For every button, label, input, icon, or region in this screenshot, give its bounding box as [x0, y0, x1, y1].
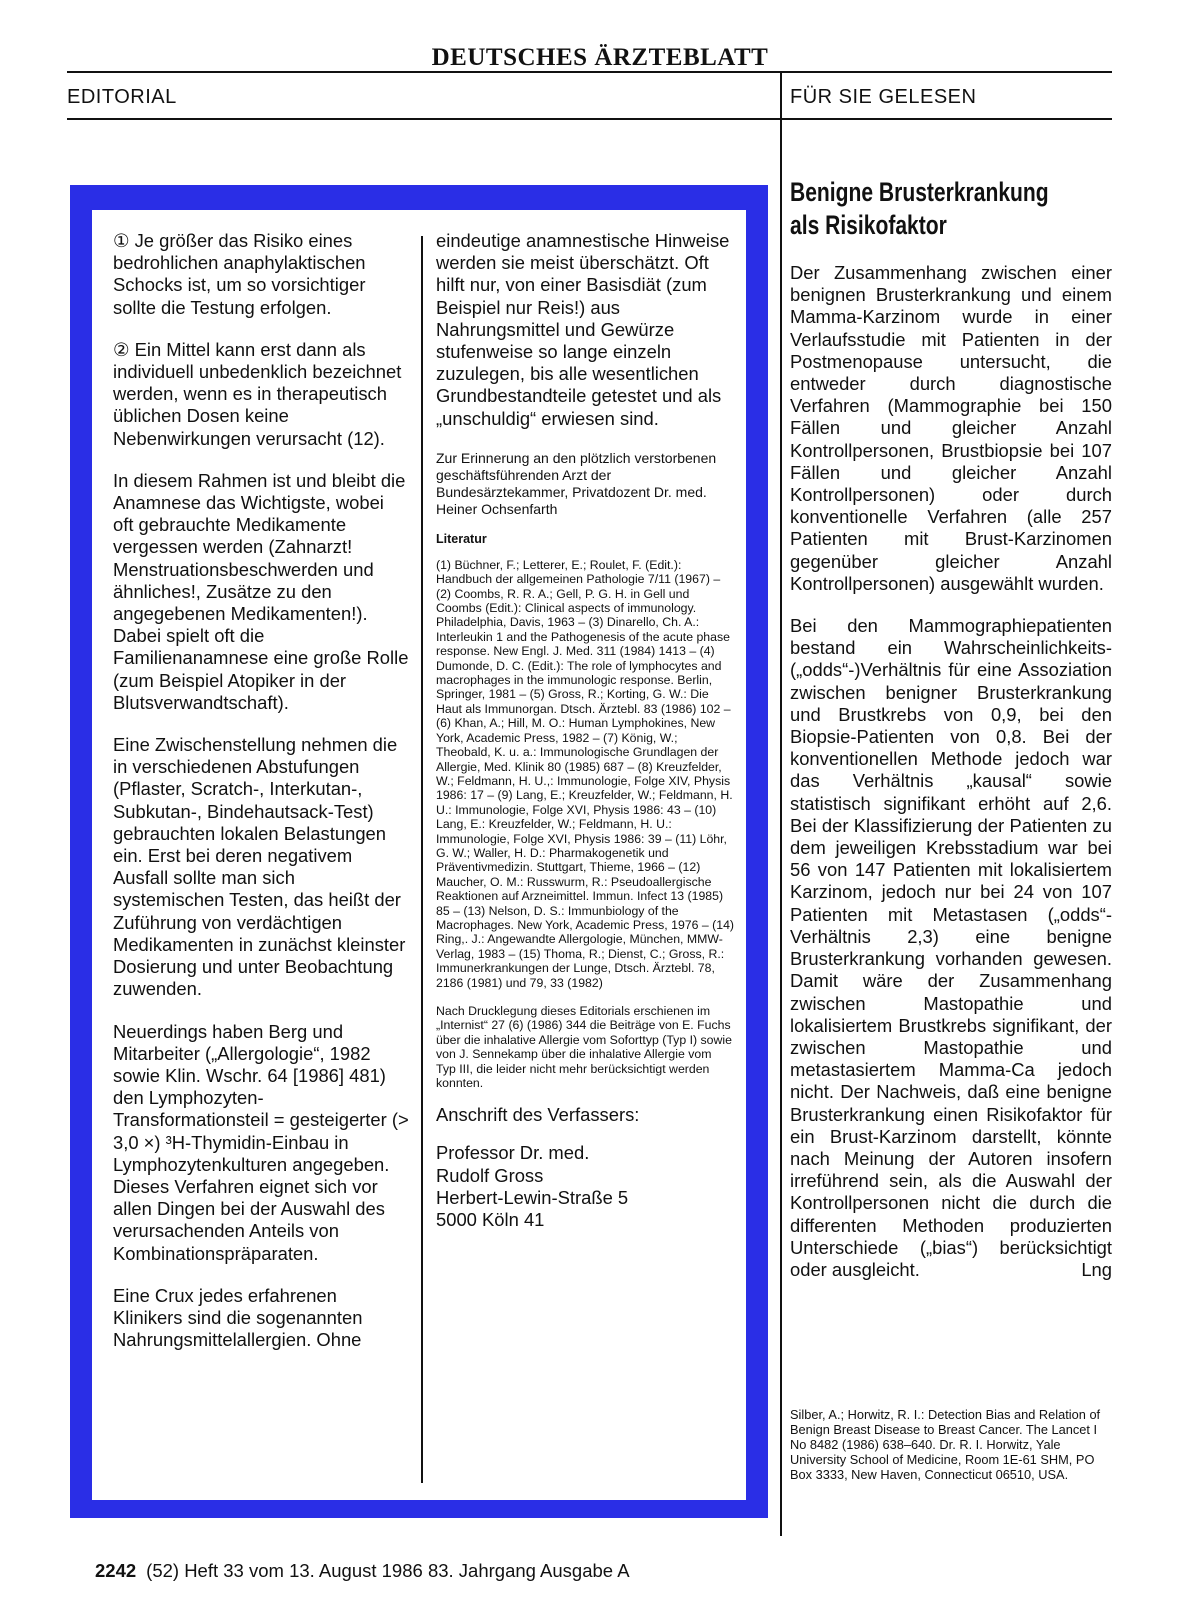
article-title-line: als Risikofaktor: [790, 210, 947, 240]
page-number: 2242: [95, 1560, 137, 1581]
article-paragraph-2: [790, 615, 1112, 1281]
address-line: Herbert-Lewin-Straße 5: [436, 1186, 629, 1208]
paragraph-drug: ② Ein Mittel kann erst dann als individuell unbedenklich bezeichnet werden, wenn es in therapeutisch üblichen Dosen keine Nebenwirkungen verursacht (12).: [113, 338, 402, 449]
article-paragraph-1: Der Zusammenhang zwischen einer benignen Brusterkrankung und einem Mamma-Karzinom wurde in einer Verlaufsstudie mit Patienten in der Postmenopause untersucht, die entweder durch diagnostische Verfahren (Mammographie bei 150 Fällen und gleicher Anzahl Kontrollpersonen, Brustbiopsie bei 107 Fällen und gleicher Anzahl Kontrollpersonen) oder durch konventionelle Verfahren (alle 257 Patienten mit Brust-Karzinomen gegenüber gleicher Anzahl Kontrollpersonen) ausgewählt wurden.: [790, 262, 1112, 594]
column-separator: [780, 71, 782, 1536]
section-rule-left: [67, 118, 781, 120]
literature-heading: Literatur: [436, 531, 487, 546]
paragraph-risk: ① Je größer das Risiko eines bedrohlichen anaphylaktischen Schocks ist, um so vorsichtiger sollte die Testung erfolgen.: [113, 230, 366, 318]
section-rule-right: [781, 118, 1112, 120]
paragraph-local-tests: Eine Zwischenstellung nehmen die in verschiedenen Abstufungen (Pflaster, Scratch-, Interkutan-, Subkutan-, Bindehautsack-Test) gebrauchten lokalen Belastungen ein. Erst bei deren negativem Ausfall sollte man sich systemischen Testen, das heißt der Zuführung von verdächtigen Medikamenten in zunächst kleinster Dosierung und unter Beobachtung zuwenden.: [113, 734, 406, 1000]
paragraph-food-allergy: Eine Crux jedes erfahrenen Klinikers sind die sogenannten Nahrungsmittelallergien. Ohne: [113, 1284, 363, 1351]
address-heading: Anschrift des Verfassers:: [436, 1104, 640, 1126]
editorial-column-2: [436, 230, 734, 1231]
issue-info: (52) Heft 33 vom 13. August 1986 83. Jahrgang Ausgabe A: [146, 1560, 630, 1581]
author-signature: Lng: [1081, 1258, 1112, 1280]
article-title: [790, 176, 1118, 242]
article-paragraph-2-text: Bei den Mammographiepatienten bestand ein Wahrscheinlichkeits-(„odds“-)Verhältnis für eine Assoziation zwischen benigner Brusterkrankung und Brustkrebs von 0,9, bei den Biopsie-Patienten von 0,8. Bei der konventionellen Methode jedoch war das Verhältnis „kausal“ sowie statistisch signifikant erhöht auf 2,6. Bei der Klassifizierung der Patienten zu dem jeweiligen Krebsstadium war bei 56 von 147 Patienten mit lokalisiertem Karzinom, jedoch nur bei 24 von 107 Patienten mit Metastasen („odds“-Verhältnis 2,3) eine benigne Brusterkrankung vorhanden gewesen. Damit wäre der Zusammenhang zwischen Mastopathie und lokalisiertem Brustkrebs signifikant, der zwischen Mastopathie und metastasiertem Mamma-Ca jedoch nicht. Der Nachweis, daß eine benigne Brusterkrankung einen Risikofaktor für ein Brust-Karzinom darstellt, könnte nach Meinung der Autoren insofern irreführend sein, als die Auswahl der Kontrollpersonen nicht die durch die differenten Methoden produzierten Unterschiede („bias“) berücksichtigt oder ausgleicht.: [790, 615, 1112, 1280]
editorial-column-1: [113, 230, 409, 1371]
address-line: Rudolf Gross: [436, 1164, 544, 1186]
address-line: Professor Dr. med.: [436, 1142, 590, 1164]
article-citation: Silber, A.; Horwitz, R. I.: Detection Bias and Relation of Benign Breast Disease to Breast Cancer. The Lancet I No 8482 (1986) 638–640. Dr. R. I. Horwitz, Yale University School of Medicine, Room 1E-61 SHM, PO Box 3333, New Haven, Connecticut 06510, USA.: [790, 1407, 1101, 1482]
section-label-fuer-sie-gelesen: FÜR SIE GELESEN: [790, 86, 977, 108]
top-rule: [67, 71, 1112, 73]
masthead: DEUTSCHES ÄRZTEBLATT: [431, 44, 769, 71]
article-title-line: Benigne Brusterkrankung: [790, 177, 1049, 207]
literature-list: (1) Büchner, F.; Letterer, E.; Roulet, F. (Edit.): Handbuch der allgemeinen Pathologie 7/11 (1967) – (2) Coombs, R. R. A.; Gell, P. G. H. in Gell und Coombs (Edit.): Clinical aspects of immunology. Philadelphia, Davis, 1963 – (3) Dinarello, Ch. A.: Interleukin 1 and the Pathogenesis of the acute phase response. New Engl. J. Med. 311 (1984) 1413 – (4) Dumonde, D. C. (Edit.): The role of lymphocytes and macrophages in the immunologic response. Berlin, Springer, 1981 – (5) Gross, R.; Korting, G. W.: Die Haut als Immunorgan. Dtsch. Ärztebl. 83 (1986) 102 – (6) Khan, A.; Hill, M. O.: Human Lymphokines, New York, Academic Press, 1982 – (7) König, W.; Theobald, K. u. a.: Immunologische Grundlagen der Allergie, Med. Klinik 80 (1985) 687 – (8) Kreuzfelder, W.; Feldmann, H. U.,: Immunologie, Folge XIV, Physis 1986: 17 – (9) Lang, E.; Kreuzfelder, W.; Feldmann, H. U.: Immunologie, Folge XVI, Physis 1986: 43 – (10) Lang, E.: Kreuzfelder, W.; Feldmann, H. U.: Immunologie, Folge XVI, Physis 1986: 39 – (11) Löhr, G. W.; Waller, H. D.: Pharmakogenetik und Präventivmedizin. Stuttgart, Thieme, 1966 – (12) Maucher, O. M.: Russwurm, R.: Pseudoallergische Reaktionen auf Arzneimittel. Immun. Infect 13 (1985) 85 – (13) Nelson, D. S.: Immunbiology of the Macrophages. New York, Academic Press, 1976 – (14) Ring,. J.: Angewandte Allergologie, München, MMW-Verlag, 1983 – (15) Thoma, R.; Dienst, C.; Gross, R.: Immunerkrankungen der Lunge, Dtsch. Ärztebl. 78, 2186 (1981) und 79, 33 (1982): [436, 557, 735, 990]
paragraph-lymphocyte: Neuerdings haben Berg und Mitarbeiter („Allergologie“, 1982 sowie Klin. Wschr. 64 [1986] 481) den Lymphozyten-Transformationsteil = gesteigerter (> 3,0 ×) ³H-Thymidin-Einbau in Lymphozytenkulturen angegeben. Dieses Verfahren eignet sich vor allen Dingen bei der Auswahl des verursachenden Anteils von Kombinationspräparaten.: [113, 1020, 409, 1264]
author-address: [436, 1142, 734, 1231]
paragraph-anamnese: In diesem Rahmen ist und bleibt die Anamnese das Wichtigste, wobei oft gebrauchte Medikamente vergessen werden (Zahnarzt! Menstruationsbeschwerden und ähnliches!, Zusätze zu den angegebenen Medikamenten!). Dabei spielt oft die Familienanamnese eine große Rolle (zum Beispiel Atopiker in der Blutsverwandtschaft).: [113, 469, 409, 713]
article-body: [790, 262, 1112, 1301]
paragraph-continuation: eindeutige anamnestische Hinweise werden sie meist überschätzt. Oft hilft nur, von einer Basisdiät (zum Beispiel nur Reis!) aus Nahrungsmittel und Gewürze stufenweise so lange einzeln zuzulegen, bis alle wesentlichen Grundbestandteile getestet und als „unschuldig“ erwiesen sind.: [436, 230, 730, 429]
page-footer: [95, 1560, 630, 1582]
memorial-note: Zur Erinnerung an den plötzlich verstorbenen geschäftsführenden Arzt der Bundesärztekammer, Privatdozent Dr. med. Heiner Ochsenfarth: [436, 449, 717, 517]
section-label-editorial: EDITORIAL: [67, 86, 177, 108]
address-line: 5000 Köln 41: [436, 1209, 545, 1231]
print-note: Nach Drucklegung dieses Editorials erschienen im „Internist“ 27 (6) (1986) 344 die Beiträge von E. Fuchs über die inhalative Allergie vom Soforttyp (Typ I) sowie von J. Sennekamp über die inhalative Allergie vom Typ III, die leider nicht mehr berücksichtigt werden konnten.: [436, 1004, 732, 1091]
editorial-column-divider: [421, 236, 423, 1483]
